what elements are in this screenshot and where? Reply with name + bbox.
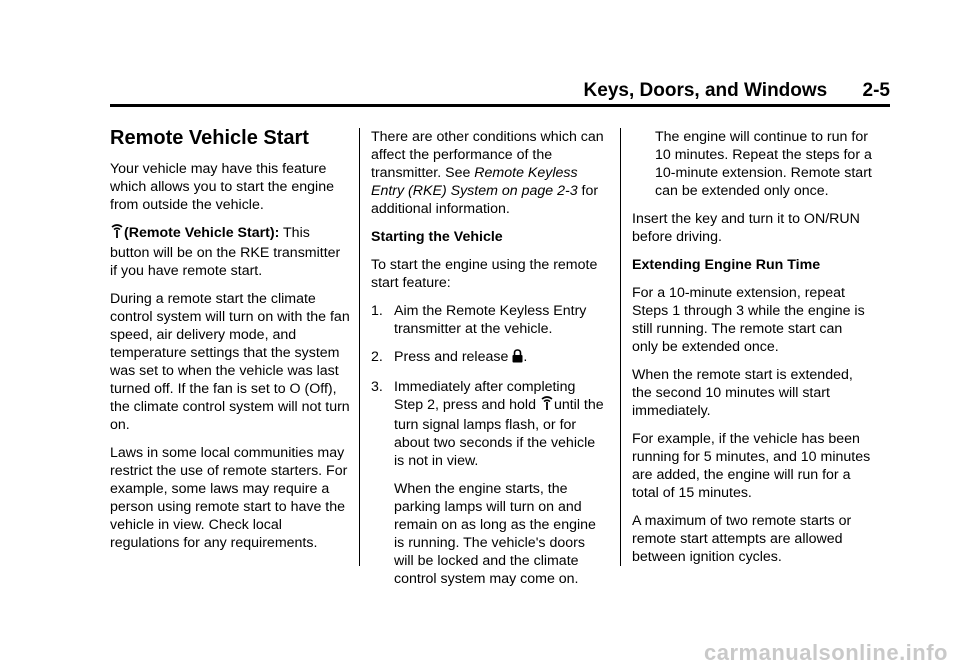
section-heading: Remote Vehicle Start xyxy=(110,127,309,149)
rke-reference-link[interactable]: Remote Keyless Entry (RKE) System on page 2-3 xyxy=(371,165,578,199)
intro-paragraph: Your vehicle may have this feature which allows you to start the engine from outside the vehicle. xyxy=(110,161,334,213)
step-text: Press and release xyxy=(394,349,509,365)
remote-start-button-paragraph xyxy=(110,224,350,280)
page-number: 2-5 xyxy=(862,80,890,101)
step-number: 3. xyxy=(371,379,383,395)
remote-start-icon xyxy=(540,396,554,416)
column-2 xyxy=(371,128,607,598)
conditions-paragraph xyxy=(371,128,607,218)
extension-paragraph: For a 10-minute extension, repeat Steps 1 through 3 while the engine is still running. The remote start can only be extended once. xyxy=(632,285,865,355)
run-duration-paragraph: The engine will continue to run for 10 minutes. Repeat the steps for a 10-minute extension. Remote start can be extended only once. xyxy=(655,129,872,199)
lock-icon xyxy=(512,349,523,368)
insert-key-paragraph: Insert the key and turn it to ON/RUN before driving. xyxy=(632,211,860,245)
maximum-paragraph: A maximum of two remote starts or remote start attempts are allowed between ignition cycles. xyxy=(632,513,852,565)
step-number: 2. xyxy=(371,349,383,365)
climate-paragraph: During a remote start the climate control system will turn on with the fan speed, air delivery mode, and temperature settings that the system was set to when the vehicle was last turned off. If the fan is set to O (Off), the climate control system will not turn on. xyxy=(110,291,350,433)
page-header xyxy=(584,80,890,102)
remote-start-label: (Remote Vehicle Start): xyxy=(124,225,280,241)
starting-subheading: Starting the Vehicle xyxy=(371,229,503,245)
header-rule xyxy=(110,104,890,107)
step-3 xyxy=(371,378,607,470)
step-text-end: . xyxy=(523,349,528,365)
remote-start-text: This button will be on the RKE transmitter if you have remote start. xyxy=(110,225,341,279)
conditions-text-end: for additional information. xyxy=(371,183,599,217)
laws-paragraph: Laws in some local communities may restrict the use of remote starters. For example, some laws may require a person using remote start to have the vehicle in view. Check local regulations for any requirements. xyxy=(110,445,348,551)
step-text-cont: until the turn signal lamps flash, or for about two seconds if the vehicle is not in view. xyxy=(394,397,604,469)
remote-start-icon xyxy=(110,224,124,244)
step-2 xyxy=(371,348,607,368)
column-divider-1 xyxy=(359,128,360,566)
column-1 xyxy=(110,126,350,562)
column-divider-2 xyxy=(620,128,621,566)
step-1 xyxy=(371,302,607,338)
engine-start-paragraph: When the engine starts, the parking lamps will turn on and remain on as long as the engine is running. The vehicle's doors will be locked and the climate control system may come on. xyxy=(394,481,596,587)
column-3 xyxy=(632,128,872,576)
step-text: Aim the Remote Keyless Entry transmitter at the vehicle. xyxy=(394,303,587,337)
extended-start-paragraph: When the remote start is extended, the second 10 minutes will start immediately. xyxy=(632,367,853,419)
step-text: Immediately after completing Step 2, press and hold xyxy=(394,379,576,413)
section-title: Keys, Doors, and Windows xyxy=(583,80,828,101)
step-number: 1. xyxy=(371,303,383,319)
extending-subheading: Extending Engine Run Time xyxy=(632,257,821,273)
conditions-text: There are other conditions which can affect the performance of the transmitter. See xyxy=(371,129,604,181)
starting-intro: To start the engine using the remote start feature: xyxy=(371,257,598,291)
example-paragraph: For example, if the vehicle has been running for 5 minutes, and 10 minutes are added, the engine will run for a total of 15 minutes. xyxy=(632,431,871,501)
watermark: carmanualsonline.info xyxy=(704,640,948,665)
